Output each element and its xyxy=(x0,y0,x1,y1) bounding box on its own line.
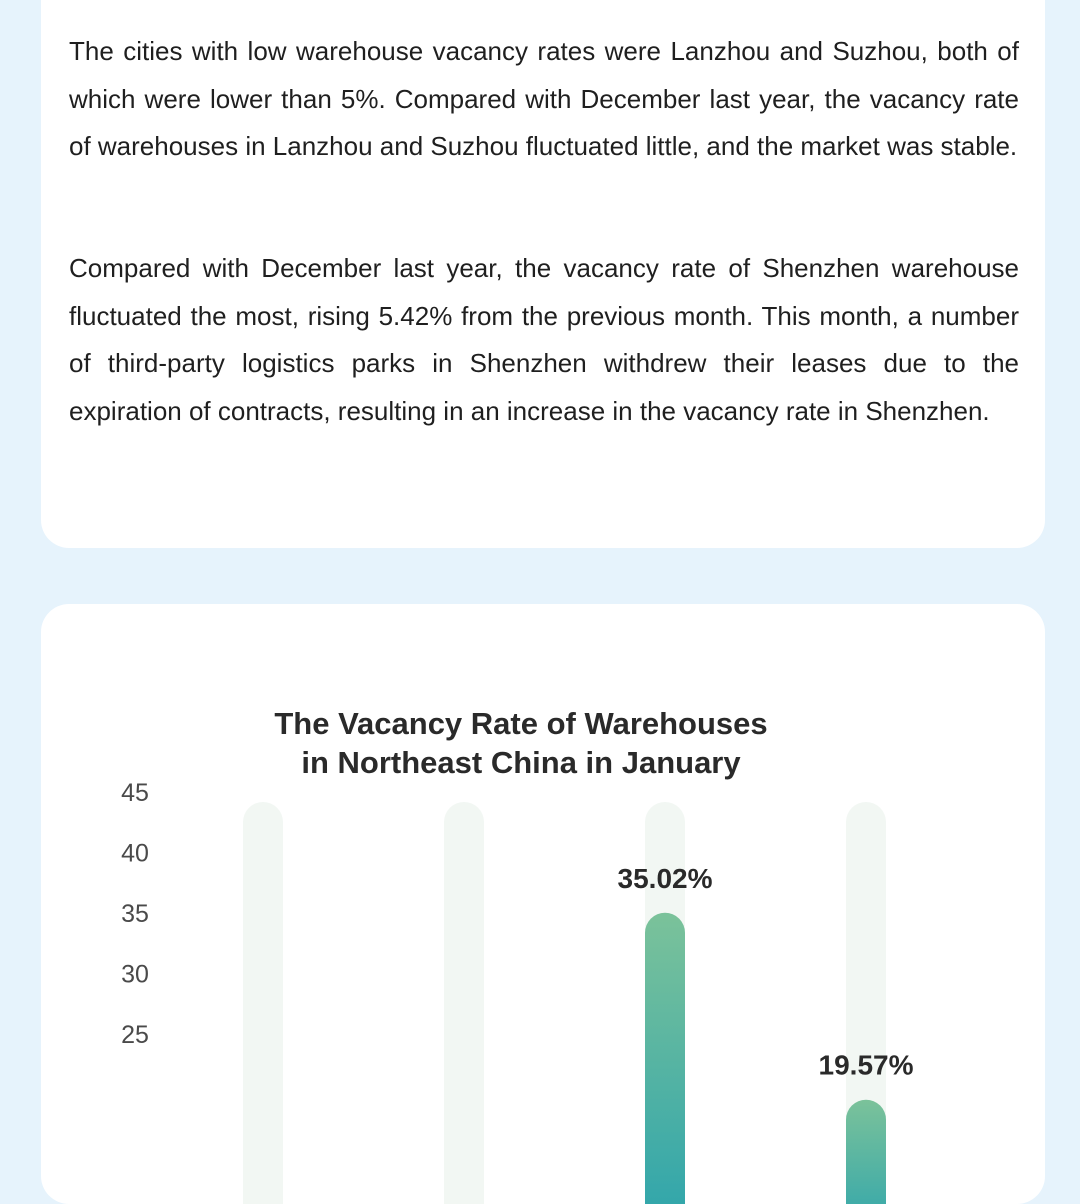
bar-2 xyxy=(645,913,685,1204)
chart-title-line-2: in Northeast China in January xyxy=(301,745,741,780)
y-tick-label-0: 45 xyxy=(121,779,149,807)
text-card xyxy=(41,0,1045,548)
y-tick-label-1: 40 xyxy=(121,839,149,868)
y-axis xyxy=(121,779,149,1049)
chart-title-line-1: The Vacancy Rate of Warehouses xyxy=(274,706,768,741)
bar-value-label-3: 19.57% xyxy=(818,1049,914,1081)
chart-card xyxy=(41,604,1045,1204)
bar-track-1 xyxy=(444,802,484,1204)
paragraph-lanzhou-suzhou: The cities with low warehouse vacancy rates were Lanzhou and Suzhou, both of which were lower than 5%. Compared with December last year, the vacancy rate of warehouses in Lanzhou and Suzhou fluctuated little, and the market was stable. xyxy=(69,36,1019,161)
y-tick-label-4: 25 xyxy=(121,1021,149,1049)
bars xyxy=(243,802,914,1204)
bar-value-label-2: 35.02% xyxy=(617,862,713,894)
y-tick-label-2: 35 xyxy=(121,900,149,928)
bar-3 xyxy=(846,1100,886,1204)
y-tick-label-3: 30 xyxy=(121,960,149,989)
paragraph-shenzhen: Compared with December last year, the vacancy rate of Shenzhen warehouse fluctuated the most, rising 5.42% from the previous month. This month, a number of third-party logistics parks in Shenzhen withdrew their leases due to the expiration of contracts, resulting in an increase in the vacancy rate in Shenzhen. xyxy=(69,253,1019,426)
bar-chart xyxy=(41,604,1045,1204)
bar-track-0 xyxy=(243,802,283,1204)
